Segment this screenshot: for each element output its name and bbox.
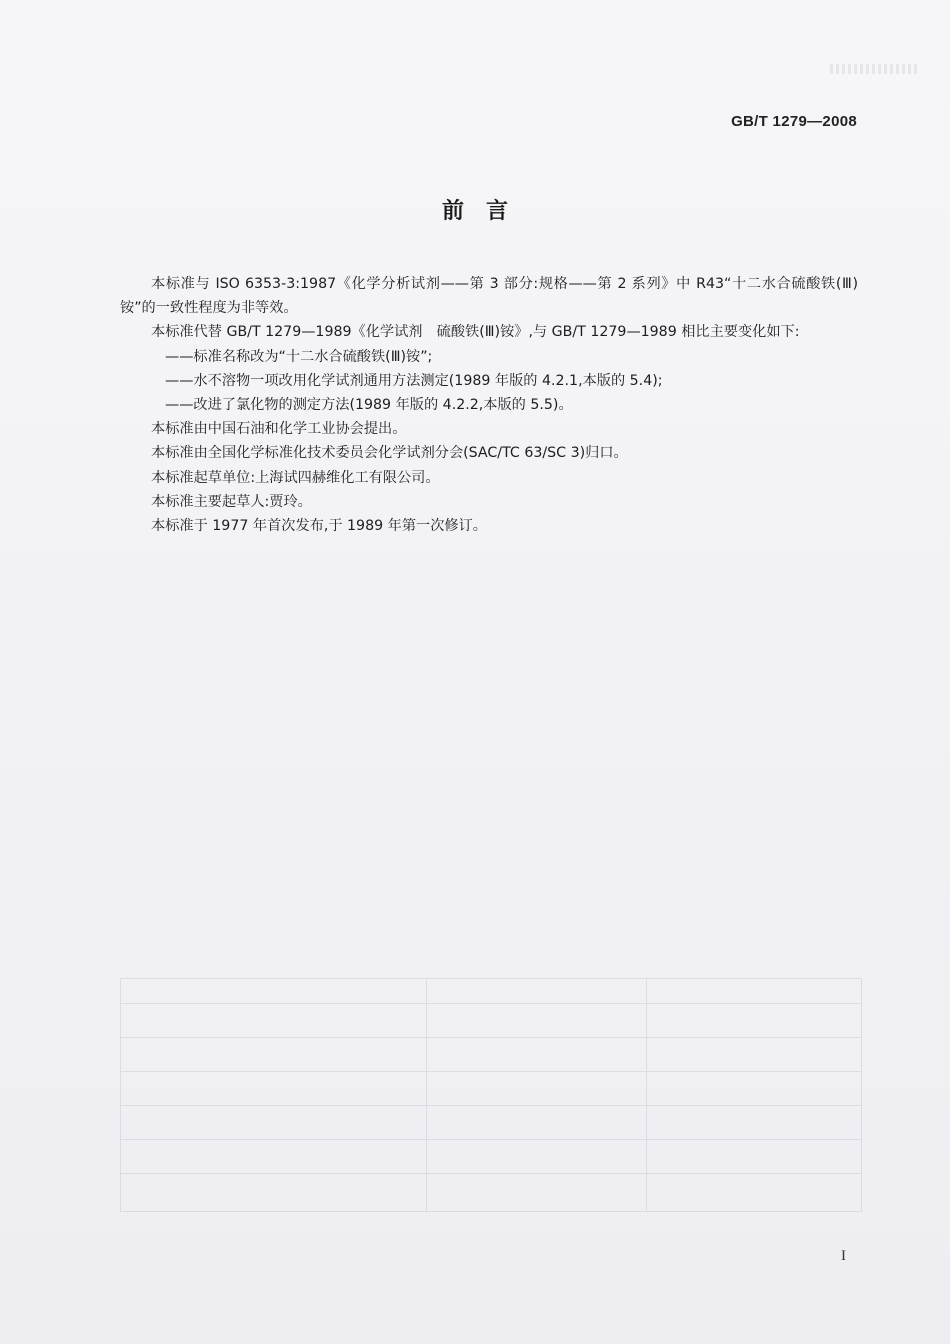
paragraph-replacement: 本标准代替 GB/T 1279—1989《化学试剂 硫酸铁(Ⅲ)铵》,与 GB/T 1279—1989 相比主要变化如下: [151, 324, 800, 341]
foreword-body [120, 272, 858, 538]
scan-artifact [830, 64, 920, 74]
bleed-through-table [120, 978, 862, 1212]
paragraph-drafter: 本标准主要起草人:贾玲。 [151, 493, 312, 510]
section-title: 前言 [441, 199, 530, 224]
standard-code: GB/T 1279—2008 [731, 113, 857, 130]
change-item: ——水不溶物一项改用化学试剂通用方法测定(1989 年版的 4.2.1,本版的 5.4); [165, 372, 663, 389]
change-item: ——标准名称改为“十二水合硫酸铁(Ⅲ)铵”; [165, 348, 433, 365]
page-number: I [841, 1248, 846, 1264]
change-item: ——改进了氯化物的测定方法(1989 年版的 4.2.2,本版的 5.5)。 [165, 397, 573, 414]
paragraph-proposer: 本标准由中国石油和化学工业协会提出。 [151, 421, 407, 438]
paragraph-consistency: 本标准与 ISO 6353-3:1987《化学分析试剂——第 3 部分:规格——第 2 系列》中 R43“十二水合硫酸铁(Ⅲ)铵”的一致性程度为非等效。 [120, 276, 858, 317]
paragraph-drafting-unit: 本标准起草单位:上海试四赫维化工有限公司。 [151, 469, 440, 486]
paragraph-history: 本标准于 1977 年首次发布,于 1989 年第一次修订。 [151, 518, 487, 535]
paragraph-centralized: 本标准由全国化学标准化技术委员会化学试剂分会(SAC/TC 63/SC 3)归口。 [151, 445, 628, 462]
